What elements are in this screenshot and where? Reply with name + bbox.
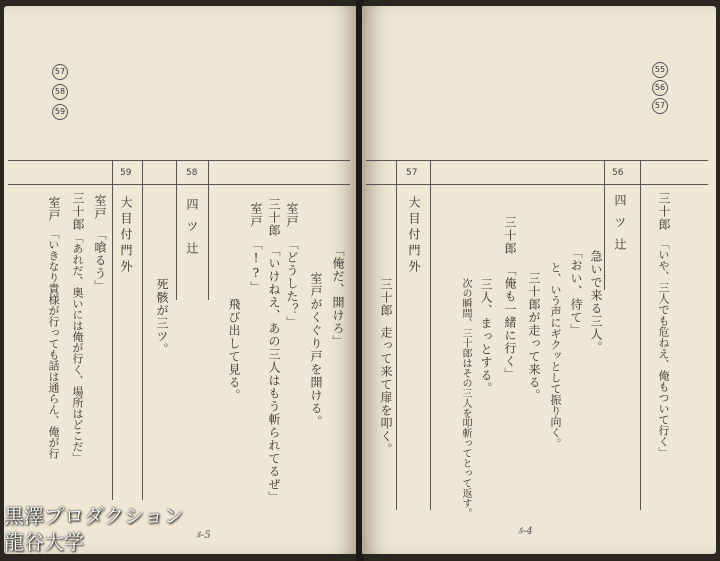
archive-watermark: 龍谷大学 <box>4 530 84 554</box>
stage-direction: と、いう声にギクッとして振り向く。 <box>549 262 562 449</box>
dialogue-line: 「!?」 <box>249 238 263 294</box>
scene-location: 大目付門外 <box>407 196 421 276</box>
column-rule <box>176 160 177 300</box>
scene-marker: 57 <box>652 98 668 114</box>
column-rule <box>430 160 431 510</box>
stage-direction: 次の瞬間、三十郎はその三人を叩斬ってとって返す。 <box>460 278 471 518</box>
right-page <box>362 6 716 554</box>
speaker-name: 室戸 <box>249 202 263 228</box>
stage-direction: 三十郎が走って来る。 <box>527 272 541 402</box>
dialogue-line: 「俺だ、開けろ」 <box>331 244 345 348</box>
scene-number: 59 <box>120 168 132 178</box>
scene-marker: 55 <box>652 62 668 78</box>
dialogue-line: 「俺も一緒に行く」 <box>503 264 517 381</box>
dialogue-line: 「どうした？」 <box>285 238 299 329</box>
column-rule <box>142 160 143 500</box>
scene-marker: 58 <box>52 84 68 100</box>
speaker-name: 三十郎 <box>71 192 85 231</box>
dialogue-line: 「おい、待て」 <box>569 246 583 337</box>
scene-location: 大目付門外 <box>119 196 133 276</box>
scene-number: 56 <box>612 168 624 178</box>
stage-direction: 走って来て扉を叩く。 <box>379 326 393 456</box>
speaker-name: 室戸 <box>93 194 107 220</box>
speaker-name: 室戸 <box>285 202 299 228</box>
dialogue-line: 「いや、三人でも危ねえ、俺もついて行く」 <box>657 238 670 458</box>
left-page <box>4 6 358 554</box>
dialogue-line: 「あれだ、奥いには俺が行く、場所はどこだ」 <box>71 232 84 463</box>
column-rule <box>396 160 397 510</box>
speaker-name: 三十郎 <box>657 192 671 231</box>
speaker-name: 三十郎 <box>267 198 281 237</box>
scene-location: 四ツ辻 <box>185 198 199 264</box>
scene-marker: 59 <box>52 104 68 120</box>
header-rule <box>8 160 350 161</box>
scene-number: 58 <box>186 168 198 178</box>
header-rule <box>366 184 708 185</box>
column-rule <box>604 160 605 290</box>
column-rule <box>640 160 641 510</box>
stage-direction: 飛び出して見る。 <box>227 298 241 402</box>
dialogue-line: 「いけねえ、あの三人はもう斬られてるぜ」 <box>267 244 281 504</box>
scene-location: 四ツ辻 <box>613 194 627 260</box>
scene-number: 57 <box>406 168 418 178</box>
header-rule <box>8 184 350 185</box>
speaker-name: 室戸 <box>47 196 61 222</box>
header-rule <box>366 160 708 161</box>
stage-direction: 室戸がくぐり戸を開ける。 <box>309 272 323 428</box>
stage-direction: 三人、まっとする。 <box>479 278 493 395</box>
dialogue-line: 「喰るう」 <box>93 228 107 293</box>
column-rule <box>112 160 113 500</box>
scene-marker: 56 <box>652 80 668 96</box>
speaker-name: 三十郎 <box>379 278 393 317</box>
page-number: ﾙ-5 <box>196 530 211 541</box>
dialogue-line: 「いきなり貴様が行っても話は通らん、俺が行 <box>47 228 60 459</box>
column-rule <box>208 160 209 300</box>
stage-direction: 急いで来る三人。 <box>589 250 603 354</box>
scene-marker: 57 <box>52 64 68 80</box>
page-number: ﾙ-4 <box>518 526 533 537</box>
stage-direction: 死骸が三ツ。 <box>155 278 169 356</box>
speaker-name: 三十郎 <box>503 216 517 255</box>
archive-watermark: 黒澤プロダクション <box>4 504 184 528</box>
